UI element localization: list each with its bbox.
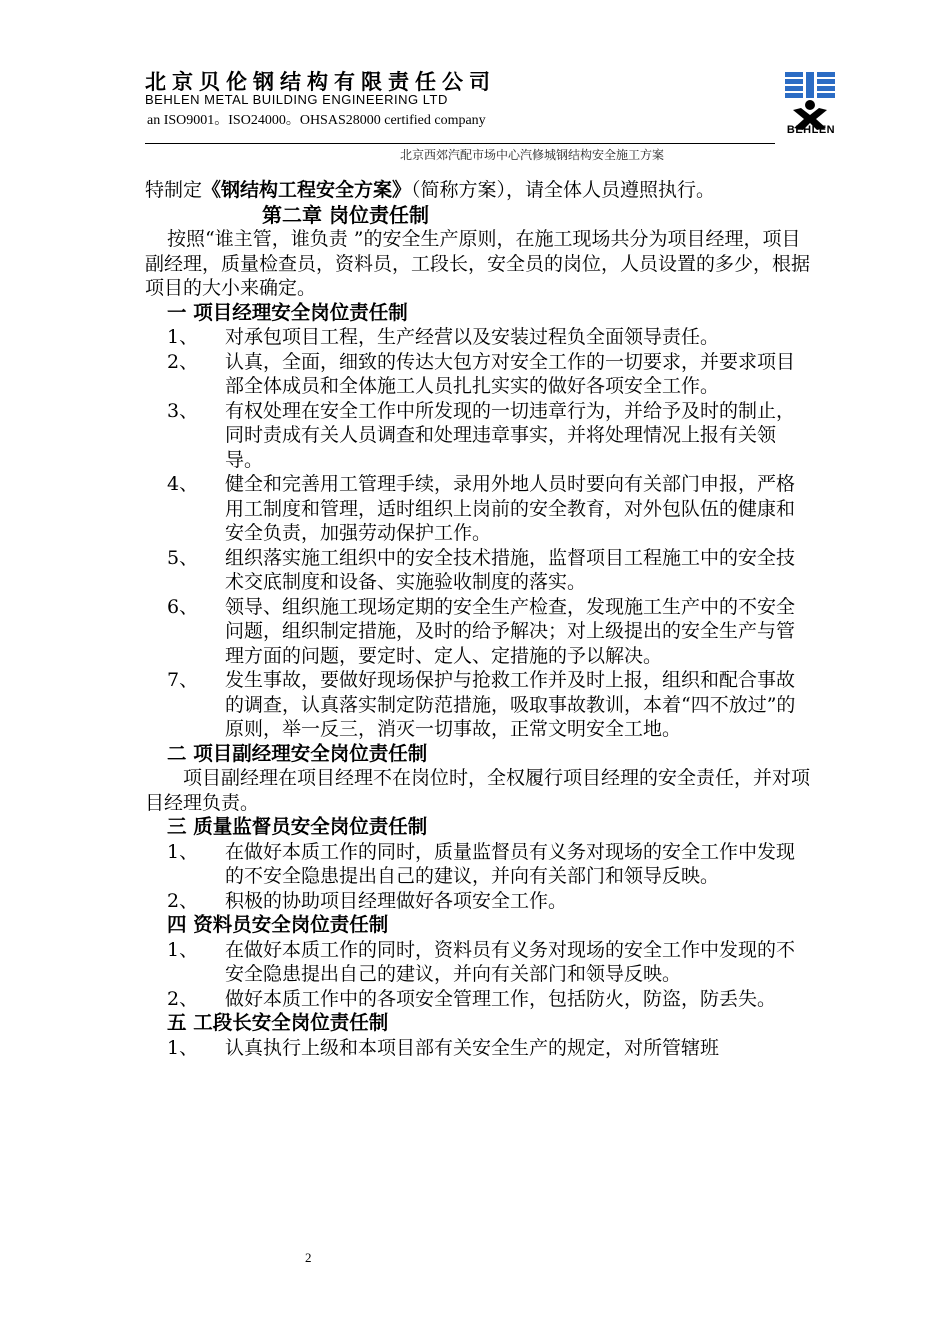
item-number: 1、 [167, 938, 199, 961]
item-text: 发生事故，要做好现场保护与抢救工作并及时上报，组织和配合事故的调查，认真落实制定防范措施，吸取事故教训，本着“四不放过”的原则，举一反三，消灭一切事故，正常文明安全工地。 [225, 669, 796, 740]
list-item [145, 889, 810, 914]
section-3-list [145, 840, 810, 914]
item-number: 2、 [167, 987, 199, 1010]
intro-suffix: （简称方案），请全体人员遵照执行。 [411, 179, 716, 201]
list-item [145, 325, 810, 350]
item-text: 领导、组织施工现场定期的安全生产检查，发现施工生产中的不安全问题，组织制定措施，及时的给予解决；对上级提出的安全生产与管理方面的问题，要定时、定人、定措施的予以解决。 [225, 595, 796, 667]
section-title-2: 二 项目副经理安全岗位责任制 [167, 741, 428, 765]
item-text: 有权处理在安全工作中所发现的一切违章行为，并给予及时的制止，同时责成有关人员调查和处理违章事实，并将处理情况上报有关领导。 [225, 399, 796, 471]
item-number: 5、 [167, 546, 199, 569]
item-number: 7、 [167, 669, 199, 691]
item-text: 认真执行上级和本项目部有关安全生产的规定，对所管辖班 [225, 1036, 720, 1059]
item-text: 认真，全面，细致的传达大包方对安全工作的一切要求，并要求项目部全体成员和全体施工人员扎扎实实的做好各项安全工作。 [225, 350, 796, 397]
item-number: 6、 [167, 595, 199, 618]
section-title-4: 四 资料员安全岗位责任制 [167, 913, 389, 936]
chapter-title: 第二章 岗位责任制 [262, 202, 429, 227]
section-2-paragraph: 项目副经理在项目经理不在岗位时，全权履行项目经理的安全责任，并对项目经理负责。 [145, 767, 811, 814]
list-item [145, 987, 810, 1012]
section-1-list [145, 325, 810, 742]
list-item [145, 938, 810, 987]
item-number: 3、 [167, 399, 199, 422]
list-item [145, 840, 810, 889]
item-text: 积极的协助项目经理做好各项安全工作。 [225, 889, 568, 912]
logo-wordmark: BEHLEN [786, 124, 836, 136]
item-number: 2、 [167, 889, 199, 912]
item-text: 做好本质工作中的各项安全管理工作，包括防火，防盗，防丢失。 [225, 987, 777, 1010]
item-text: 组织落实施工组织中的安全技术措施，监督项目工程施工中的安全技术交底制度和设备、实施验收制度的落实。 [225, 546, 796, 593]
chapter-paragraph: 按照“谁主管，谁负责 ”的安全生产原则，在施工现场共分为项目经理，项目副经理，质量检查员，资料员，工段长，安全员的岗位，人员设置的多少，根据项目的大小来确定。 [145, 228, 811, 299]
document-title: 北京西郊汽配市场中心汽修城钢结构安全施工方案 [400, 148, 665, 162]
list-item [145, 668, 810, 742]
header-divider [145, 143, 775, 144]
item-text: 健全和完善用工管理手续，录用外地人员时要向有关部门申报，严格用工制度和管理，适时组织上岗前的安全教育，对外包队伍的健康和安全负责，加强劳动保护工作。 [225, 473, 796, 544]
page-number: 2 [305, 1250, 312, 1265]
company-name-cn: 北京贝伦钢结构有限责任公司 [145, 70, 496, 94]
section-5-list [145, 1036, 810, 1061]
intro-title: 《钢结构工程安全方案》 [202, 179, 412, 201]
item-number: 1、 [167, 840, 199, 863]
item-number: 4、 [167, 473, 199, 495]
section-4-list [145, 938, 810, 1012]
list-item [145, 350, 810, 399]
list-item [145, 399, 810, 473]
list-item [145, 595, 810, 669]
item-text: 对承包项目工程，生产经营以及安装过程负全面领导责任。 [225, 326, 720, 348]
list-item [145, 1036, 810, 1061]
list-item [145, 546, 810, 595]
list-item [145, 472, 810, 546]
section-title-5: 五 工段长安全岗位责任制 [167, 1011, 389, 1034]
item-text: 在做好本质工作的同时，质量监督员有义务对现场的安全工作中发现的不安全隐患提出自己的建议，并向有关部门和领导反映。 [225, 840, 796, 887]
company-name-en: BEHLEN METAL BUILDING ENGINEERING LTD [145, 92, 448, 107]
item-number: 1、 [167, 1036, 199, 1059]
item-number: 1、 [167, 326, 199, 348]
section-title-1: 一 项目经理安全岗位责任制 [167, 300, 408, 324]
document-body [145, 178, 810, 1060]
item-text: 在做好本质工作的同时，资料员有义务对现场的安全工作中发现的不安全隐患提出自己的建议，并向有关部门和领导反映。 [225, 938, 796, 985]
item-number: 2、 [167, 350, 199, 373]
intro-line [145, 178, 810, 203]
intro-prefix: 特制定 [145, 179, 203, 201]
certification-line: an ISO9001。ISO24000。OHSAS28000 certified company [147, 113, 486, 128]
section-title-3: 三 质量监督员安全岗位责任制 [167, 815, 428, 838]
